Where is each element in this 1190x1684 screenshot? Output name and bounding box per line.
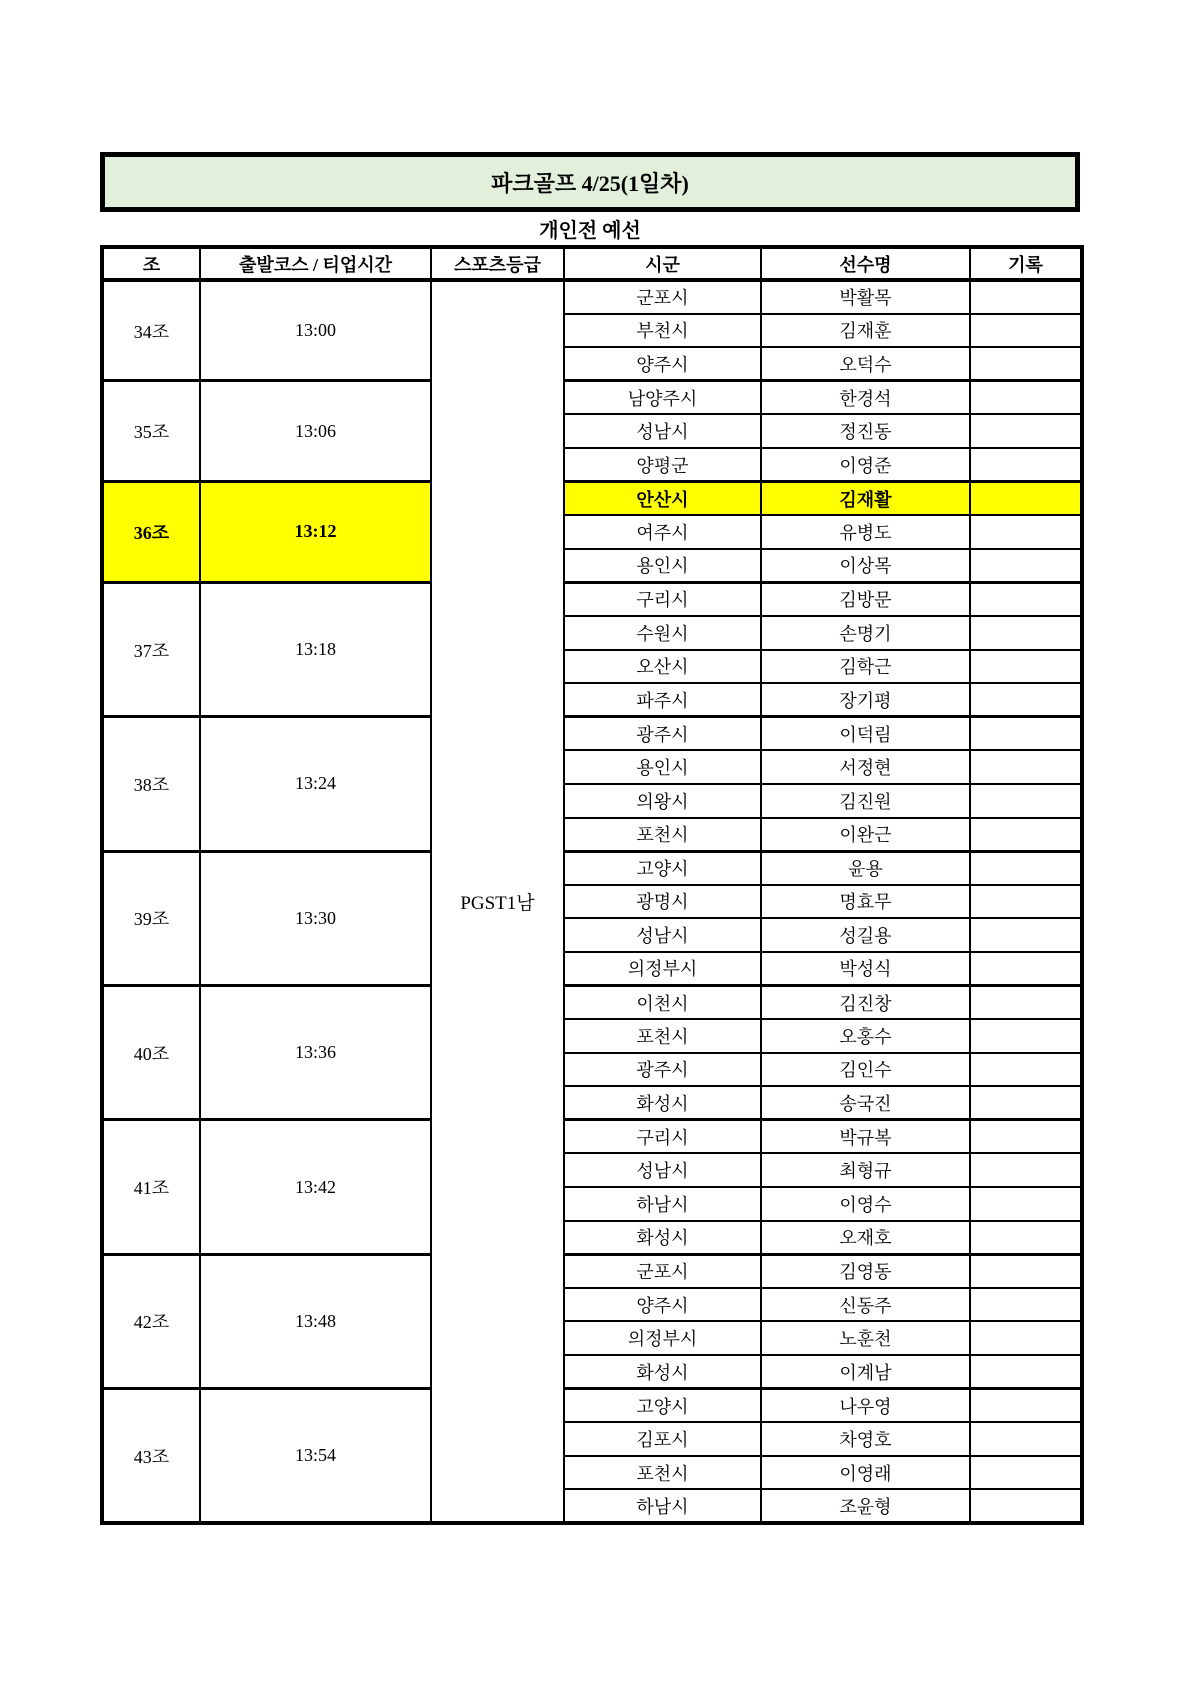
record-cell xyxy=(970,818,1082,852)
city-cell: 용인시 xyxy=(564,549,761,583)
player-name-cell: 김재활 xyxy=(761,482,970,516)
player-name-cell: 이영수 xyxy=(761,1187,970,1221)
record-cell xyxy=(970,952,1082,986)
player-name-cell: 김학근 xyxy=(761,650,970,684)
record-cell xyxy=(970,582,1082,616)
group-cell: 34조 xyxy=(102,280,200,381)
city-cell: 하남시 xyxy=(564,1187,761,1221)
player-name-cell: 나우영 xyxy=(761,1389,970,1423)
player-name-cell: 이영래 xyxy=(761,1456,970,1490)
player-name-cell: 조윤형 xyxy=(761,1489,970,1523)
city-cell: 안산시 xyxy=(564,482,761,516)
city-cell: 고양시 xyxy=(564,1389,761,1423)
player-name-cell: 윤용 xyxy=(761,851,970,885)
city-cell: 양평군 xyxy=(564,448,761,482)
city-cell: 김포시 xyxy=(564,1422,761,1456)
city-cell: 포천시 xyxy=(564,1456,761,1490)
record-cell xyxy=(970,885,1082,919)
table-row xyxy=(102,482,1082,516)
time-cell: 13:24 xyxy=(200,717,431,851)
column-header-player: 선수명 xyxy=(761,247,970,280)
record-cell xyxy=(970,347,1082,381)
time-cell: 13:18 xyxy=(200,582,431,716)
player-name-cell: 이영준 xyxy=(761,448,970,482)
time-cell: 13:54 xyxy=(200,1389,431,1523)
player-name-cell: 김방문 xyxy=(761,582,970,616)
player-name-cell: 김진창 xyxy=(761,985,970,1019)
group-cell: 35조 xyxy=(102,381,200,482)
time-cell: 13:36 xyxy=(200,985,431,1119)
document-title: 파크골프 4/25(1일차) xyxy=(491,170,689,196)
player-name-cell: 유병도 xyxy=(761,515,970,549)
group-cell: 43조 xyxy=(102,1389,200,1523)
player-name-cell: 오재호 xyxy=(761,1221,970,1255)
player-name-cell: 최형규 xyxy=(761,1153,970,1187)
player-name-cell: 김인수 xyxy=(761,1053,970,1087)
record-cell xyxy=(970,918,1082,952)
city-cell: 이천시 xyxy=(564,985,761,1019)
city-cell: 성남시 xyxy=(564,1153,761,1187)
player-name-cell: 김진원 xyxy=(761,784,970,818)
table-row xyxy=(102,851,1082,885)
record-cell xyxy=(970,1422,1082,1456)
table-row xyxy=(102,582,1082,616)
table-row xyxy=(102,280,1082,314)
group-cell: 40조 xyxy=(102,985,200,1119)
city-cell: 의왕시 xyxy=(564,784,761,818)
column-header-group: 조 xyxy=(102,247,200,280)
city-cell: 성남시 xyxy=(564,918,761,952)
player-name-cell: 이완근 xyxy=(761,818,970,852)
city-cell: 광주시 xyxy=(564,1053,761,1087)
record-cell xyxy=(970,985,1082,1019)
city-cell: 화성시 xyxy=(564,1221,761,1255)
record-cell xyxy=(970,549,1082,583)
city-cell: 부천시 xyxy=(564,314,761,348)
city-cell: 여주시 xyxy=(564,515,761,549)
city-cell: 구리시 xyxy=(564,582,761,616)
record-cell xyxy=(970,717,1082,751)
city-cell: 포천시 xyxy=(564,818,761,852)
time-cell: 13:00 xyxy=(200,280,431,381)
city-cell: 포천시 xyxy=(564,1019,761,1053)
table-row xyxy=(102,1389,1082,1423)
player-name-cell: 성길용 xyxy=(761,918,970,952)
player-name-cell: 서정현 xyxy=(761,750,970,784)
record-cell xyxy=(970,1221,1082,1255)
table-row xyxy=(102,717,1082,751)
city-cell: 의정부시 xyxy=(564,952,761,986)
player-name-cell: 이덕림 xyxy=(761,717,970,751)
player-name-cell: 박성식 xyxy=(761,952,970,986)
player-name-cell: 신동주 xyxy=(761,1288,970,1322)
city-cell: 구리시 xyxy=(564,1120,761,1154)
player-name-cell: 오덕수 xyxy=(761,347,970,381)
city-cell: 광명시 xyxy=(564,885,761,919)
time-cell: 13:42 xyxy=(200,1120,431,1254)
column-header-grade: 스포츠등급 xyxy=(431,247,564,280)
player-name-cell: 박규복 xyxy=(761,1120,970,1154)
title-banner xyxy=(100,152,1080,212)
city-cell: 광주시 xyxy=(564,717,761,751)
record-cell xyxy=(970,314,1082,348)
record-cell xyxy=(970,750,1082,784)
subtitle-text: 개인전 예선 xyxy=(539,219,641,242)
section-subtitle xyxy=(100,212,1080,244)
schedule-table-body xyxy=(102,280,1082,1523)
city-cell: 수원시 xyxy=(564,616,761,650)
player-name-cell: 이계남 xyxy=(761,1355,970,1389)
record-cell xyxy=(970,482,1082,516)
record-cell xyxy=(970,1389,1082,1423)
record-cell xyxy=(970,414,1082,448)
column-header-course-time: 출발코스 / 티업시간 xyxy=(200,247,431,280)
city-cell: 화성시 xyxy=(564,1355,761,1389)
record-cell xyxy=(970,280,1082,314)
record-cell xyxy=(970,1355,1082,1389)
time-cell: 13:12 xyxy=(200,482,431,583)
player-name-cell: 김재훈 xyxy=(761,314,970,348)
player-name-cell: 노훈천 xyxy=(761,1321,970,1355)
player-name-cell: 명효무 xyxy=(761,885,970,919)
player-name-cell: 장기평 xyxy=(761,683,970,717)
record-cell xyxy=(970,1187,1082,1221)
city-cell: 남양주시 xyxy=(564,381,761,415)
table-row xyxy=(102,381,1082,415)
group-cell: 38조 xyxy=(102,717,200,851)
column-header-city: 시군 xyxy=(564,247,761,280)
record-cell xyxy=(970,683,1082,717)
player-name-cell: 송국진 xyxy=(761,1086,970,1120)
city-cell: 군포시 xyxy=(564,1254,761,1288)
sport-grade-cell: PGST1남 xyxy=(431,280,564,1523)
column-header-record: 기록 xyxy=(970,247,1082,280)
record-cell xyxy=(970,1489,1082,1523)
record-cell xyxy=(970,1288,1082,1322)
player-name-cell: 한경석 xyxy=(761,381,970,415)
record-cell xyxy=(970,784,1082,818)
group-cell: 36조 xyxy=(102,482,200,583)
record-cell xyxy=(970,1019,1082,1053)
record-cell xyxy=(970,381,1082,415)
player-name-cell: 차영호 xyxy=(761,1422,970,1456)
record-cell xyxy=(970,851,1082,885)
city-cell: 의정부시 xyxy=(564,1321,761,1355)
record-cell xyxy=(970,515,1082,549)
record-cell xyxy=(970,1053,1082,1087)
player-name-cell: 김영동 xyxy=(761,1254,970,1288)
time-cell: 13:30 xyxy=(200,851,431,985)
city-cell: 양주시 xyxy=(564,347,761,381)
city-cell: 고양시 xyxy=(564,851,761,885)
city-cell: 군포시 xyxy=(564,280,761,314)
city-cell: 양주시 xyxy=(564,1288,761,1322)
city-cell: 하남시 xyxy=(564,1489,761,1523)
group-cell: 37조 xyxy=(102,582,200,716)
record-cell xyxy=(970,1321,1082,1355)
city-cell: 성남시 xyxy=(564,414,761,448)
city-cell: 파주시 xyxy=(564,683,761,717)
record-cell xyxy=(970,650,1082,684)
record-cell xyxy=(970,1120,1082,1154)
table-row xyxy=(102,1254,1082,1288)
time-cell: 13:06 xyxy=(200,381,431,482)
group-cell: 39조 xyxy=(102,851,200,985)
player-name-cell: 박활목 xyxy=(761,280,970,314)
schedule-table xyxy=(100,245,1084,1525)
player-name-cell: 이상목 xyxy=(761,549,970,583)
time-cell: 13:48 xyxy=(200,1254,431,1388)
header-row xyxy=(102,247,1082,280)
city-cell: 용인시 xyxy=(564,750,761,784)
record-cell xyxy=(970,1456,1082,1490)
record-cell xyxy=(970,448,1082,482)
group-cell: 42조 xyxy=(102,1254,200,1388)
group-cell: 41조 xyxy=(102,1120,200,1254)
city-cell: 화성시 xyxy=(564,1086,761,1120)
record-cell xyxy=(970,1254,1082,1288)
player-name-cell: 정진동 xyxy=(761,414,970,448)
record-cell xyxy=(970,1086,1082,1120)
table-row xyxy=(102,1120,1082,1154)
player-name-cell: 손명기 xyxy=(761,616,970,650)
player-name-cell: 오홍수 xyxy=(761,1019,970,1053)
city-cell: 오산시 xyxy=(564,650,761,684)
record-cell xyxy=(970,1153,1082,1187)
record-cell xyxy=(970,616,1082,650)
table-row xyxy=(102,985,1082,1019)
